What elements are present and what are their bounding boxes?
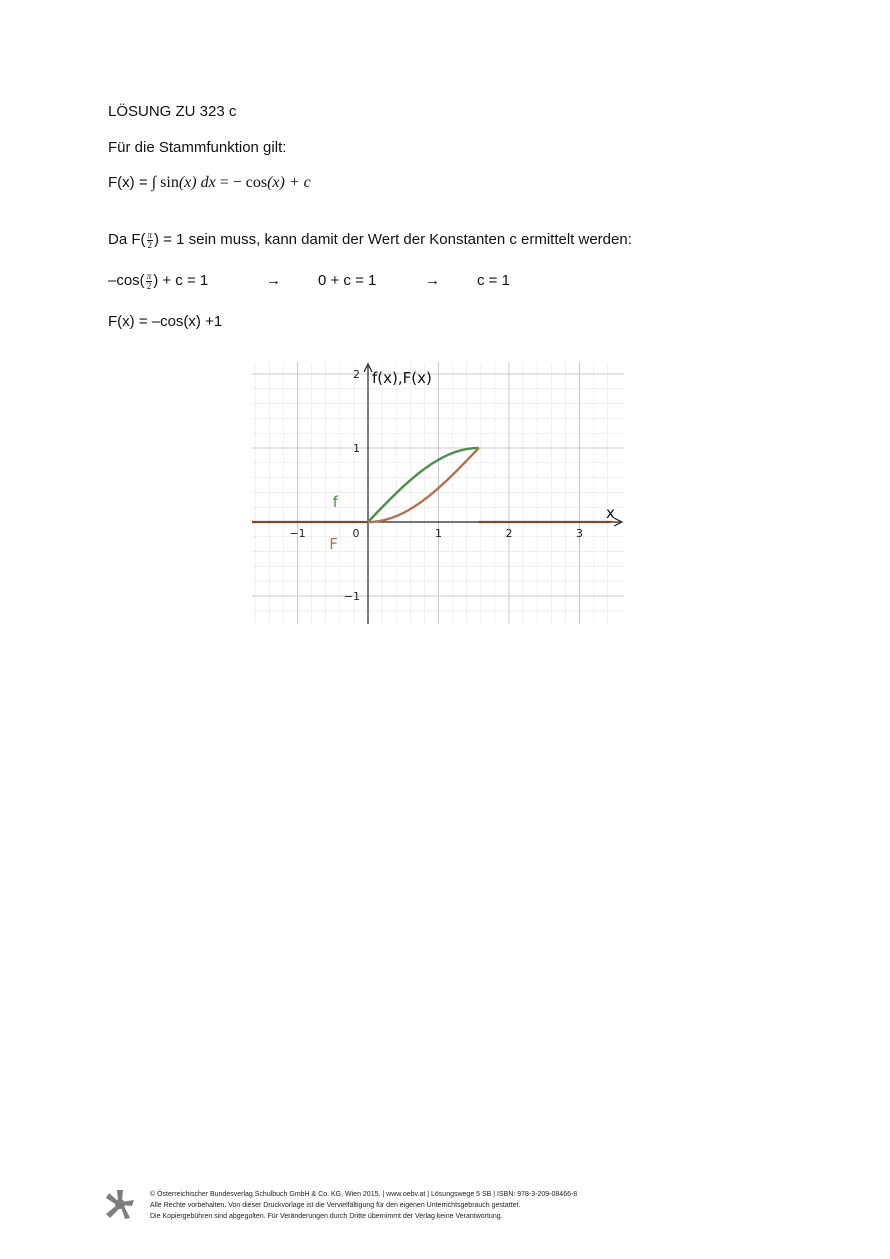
condition-before: Da F( bbox=[108, 231, 146, 248]
equals-minus: = − bbox=[215, 174, 246, 191]
publisher-logo-icon bbox=[104, 1188, 136, 1220]
condition-text bbox=[108, 230, 632, 250]
x-axis-label: x bbox=[606, 504, 615, 522]
integral-sign: ∫ bbox=[151, 174, 157, 191]
arrow-2: → bbox=[425, 272, 440, 289]
y-tick-label: 1 bbox=[353, 442, 360, 455]
function-graph bbox=[252, 362, 624, 624]
antiderivative-formula bbox=[108, 173, 311, 193]
step2: 0 + c = 1 bbox=[318, 272, 377, 289]
sin-arg: (x) bbox=[178, 174, 201, 191]
result-formula: F(x) = –cos(x) +1 bbox=[108, 313, 223, 330]
x-tick-label: 0 bbox=[352, 527, 360, 540]
footer-line-1: © Österreichischer Bundesverlag Schulbuch GmbH & Co. KG, Wien 2015. | www.oebv.at | Lösungswege 5 SB | ISBN: 978-3-209-08466-8 bbox=[150, 1191, 578, 1198]
x-tick-label: −1 bbox=[289, 527, 306, 540]
x-tick-label: 3 bbox=[576, 527, 583, 540]
intro-text: Für die Stammfunktion gilt: bbox=[108, 139, 287, 156]
curve-f bbox=[368, 448, 479, 522]
frac-den: 2 bbox=[147, 239, 152, 250]
x-tick-label: 2 bbox=[505, 527, 513, 540]
step1 bbox=[108, 271, 208, 291]
curve-F bbox=[368, 448, 479, 522]
footer bbox=[150, 1189, 577, 1222]
frac-num-2: π bbox=[146, 270, 152, 281]
footer-line-3: Die Kopiergebühren sind abgegolten. Für Veränderungen durch Dritte übernimmt der Verlag keine Verantwortung. bbox=[150, 1213, 503, 1220]
series-label-F: F bbox=[329, 535, 338, 553]
cos-arg: (x) + c bbox=[267, 174, 311, 191]
y-tick-label: −1 bbox=[343, 590, 360, 603]
arrow-1: → bbox=[266, 272, 281, 289]
y-tick-label: 2 bbox=[353, 368, 360, 381]
condition-after: ) = 1 sein muss, kann damit der Wert der Konstanten c ermittelt werden: bbox=[154, 231, 632, 248]
frac-num: π bbox=[147, 229, 153, 240]
step3: c = 1 bbox=[477, 272, 510, 289]
heading: LÖSUNG ZU 323 c bbox=[108, 103, 237, 120]
step1-after: ) + c = 1 bbox=[153, 272, 209, 289]
footer-line-2: Alle Rechte vorbehalten. Von dieser Druckvorlage ist die Vervielfältigung für den eigenen Unterrichtsgebrauch gestattet. bbox=[150, 1202, 521, 1209]
cos-text: cos bbox=[245, 174, 268, 191]
series-label-f: f bbox=[332, 493, 339, 511]
pi-over-two bbox=[147, 231, 154, 250]
step1-before: –cos( bbox=[108, 272, 145, 289]
x-tick-label: 1 bbox=[435, 527, 442, 540]
formula-prefix: F(x) = bbox=[108, 174, 152, 191]
sin-text: sin bbox=[160, 174, 179, 191]
y-axis-label: f(x),F(x) bbox=[372, 369, 432, 387]
pi-over-two-2 bbox=[146, 272, 153, 291]
frac-den-2: 2 bbox=[146, 280, 152, 291]
dx-text: dx bbox=[200, 174, 216, 191]
